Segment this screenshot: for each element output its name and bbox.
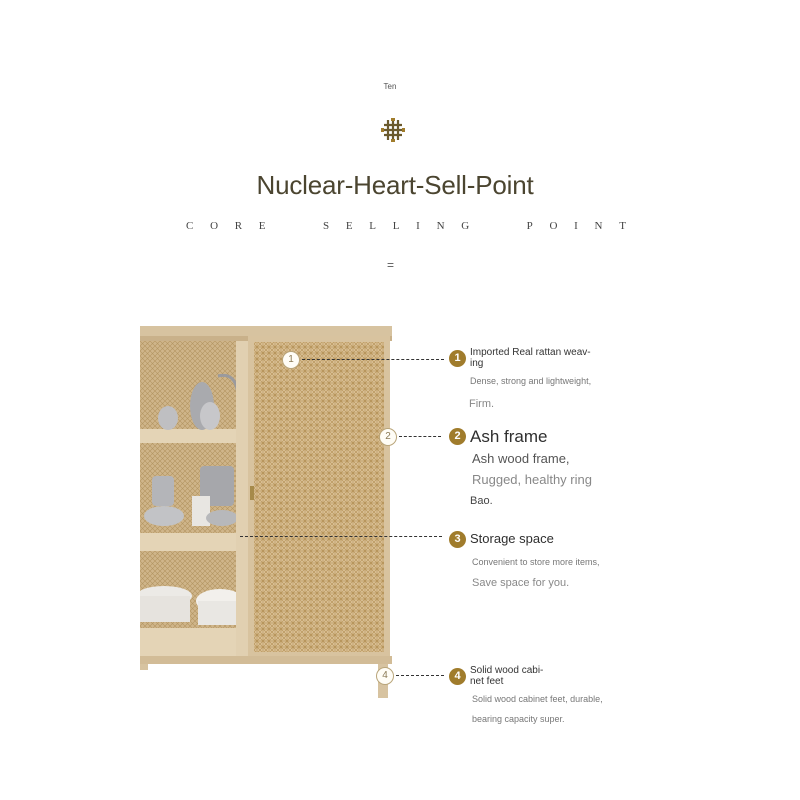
connector-line-2 bbox=[399, 436, 441, 437]
feature-badge-3: 3 bbox=[449, 531, 466, 548]
feature-desc-1a: Dense, strong and lightweight, bbox=[470, 376, 592, 386]
subheading-letter: S bbox=[322, 220, 330, 232]
feature-badge-2: 2 bbox=[449, 428, 466, 445]
word-gap bbox=[486, 220, 510, 232]
feature-title-4 bbox=[470, 665, 620, 687]
feature-title-line: Solid wood cabi- bbox=[470, 665, 544, 676]
subheading-letter: T bbox=[619, 220, 626, 232]
subheading-letter: G bbox=[461, 220, 470, 232]
subheading-letter: I bbox=[416, 220, 420, 232]
marker-2: 2 bbox=[379, 428, 397, 446]
page-title: Nuclear-Heart-Sell-Point bbox=[256, 170, 534, 200]
feature-desc-4b: bearing capacity super. bbox=[472, 714, 565, 724]
feature-title-line: Imported Real rattan weav- bbox=[470, 347, 591, 358]
subheading-letter: P bbox=[526, 220, 533, 232]
feature-desc-2a: Ash wood frame, bbox=[472, 451, 570, 466]
subheading-letter: O bbox=[549, 220, 558, 232]
feature-desc-2b: Rugged, healthy ring bbox=[472, 472, 592, 487]
feature-desc-2c: Bao. bbox=[470, 495, 493, 507]
feature-desc-3b: Save space for you. bbox=[472, 577, 570, 589]
woven-lattice-icon bbox=[379, 116, 407, 144]
subheading-letter: I bbox=[574, 220, 578, 232]
feature-badge-1: 1 bbox=[449, 350, 466, 367]
feature-desc-4a: Solid wood cabinet feet, durable, bbox=[472, 694, 603, 704]
subheading-letter: L bbox=[369, 220, 376, 232]
section-number: Ten bbox=[383, 82, 397, 91]
feature-badge-4: 4 bbox=[449, 668, 466, 685]
connector-line-4 bbox=[396, 675, 444, 676]
subheading-letter: L bbox=[392, 220, 400, 232]
subheading-letter: E bbox=[258, 220, 266, 232]
subheading-letter: C bbox=[186, 220, 194, 232]
subheading-letter: R bbox=[234, 220, 243, 232]
marker-1: 1 bbox=[282, 351, 300, 369]
word-gap bbox=[282, 220, 306, 232]
subheading bbox=[186, 220, 626, 232]
feature-title-1 bbox=[470, 347, 620, 369]
connector-line-1 bbox=[302, 359, 444, 360]
feature-desc-3a: Convenient to store more items, bbox=[472, 557, 600, 567]
feature-title-3: Storage space bbox=[470, 531, 554, 546]
feature-title-line: net feet bbox=[470, 676, 504, 687]
connector-line-3 bbox=[240, 536, 442, 537]
cabinet-photo bbox=[140, 326, 392, 698]
feature-desc-1b: Firm. bbox=[469, 398, 495, 410]
subheading-letter: O bbox=[210, 220, 219, 232]
subheading-letter: E bbox=[345, 220, 353, 232]
subheading-letter: N bbox=[594, 220, 603, 232]
subheading-letter: N bbox=[436, 220, 445, 232]
marker-4: 4 bbox=[376, 667, 394, 685]
feature-title-line: ing bbox=[470, 358, 484, 369]
feature-title-2: Ash frame bbox=[470, 427, 548, 446]
equals-divider: = bbox=[387, 258, 395, 272]
